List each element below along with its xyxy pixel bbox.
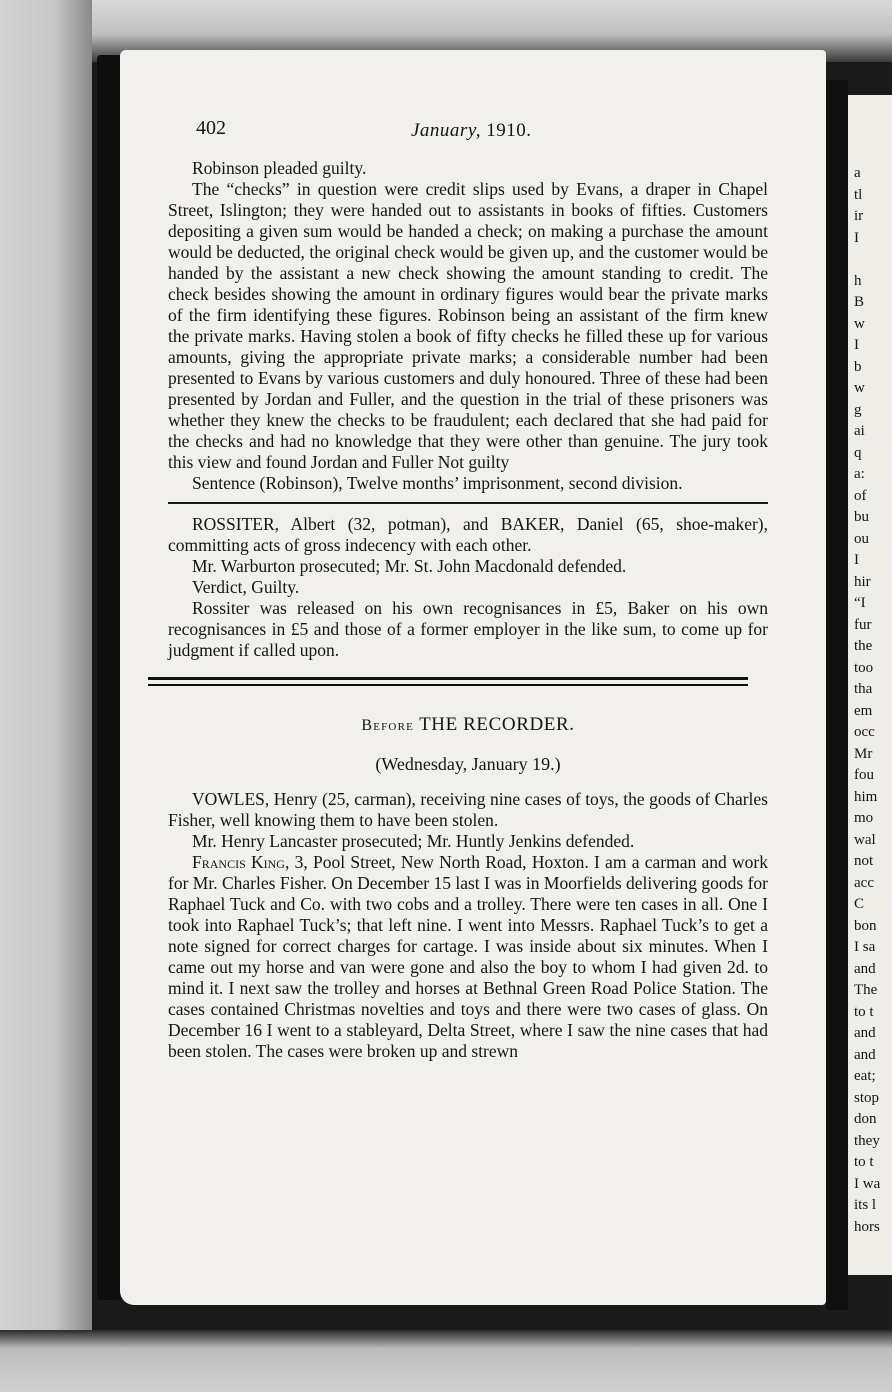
- facing-page-fragment: I: [854, 552, 859, 568]
- session-date: (Wednesday, January 19.): [375, 754, 561, 774]
- section-heading-rest: THE RECORDER.: [419, 714, 575, 735]
- paragraph-robinson-pleaded: Robinson pleaded guilty.: [192, 158, 367, 178]
- rossiter-outcome: Rossiter was released on his own recognisances in £5, Baker on his own recognisances in £5 and those of a former employer in the like sum, to come up for judgment if called upon.: [168, 598, 768, 660]
- facing-page-fragment: its l: [854, 1197, 877, 1213]
- facing-page-fragment: I sa: [854, 939, 876, 955]
- facing-page-fragment: a:: [854, 466, 865, 482]
- facing-page-fragment: fou: [854, 767, 874, 783]
- facing-page-fragment: q: [854, 444, 862, 461]
- facing-page-fragment: too: [854, 659, 874, 676]
- facing-page-fragment: a: [854, 165, 861, 181]
- witness-testimony-text: 3, Pool Street, New North Road, Hoxton. I am a carman and work for Mr. Charles Fisher. On December 15 last I was in Moorfields delivering goods for Raphael Tuck and Co. with two cobs and a trolley. There were ten cases in all. One I took into Raphael Tuck’s; that left nine. I went into Messrs. Raphael Tuck’s to get a note signed for correct charges for cartage. I was inside about six minutes. When I came out my horse and van were gone and also the boy to whom I had given 2d. to mind it. I next saw the trolley and horses at Bethnal Green Road Police Station. The cases contained Christmas novelties and toys and there were two cases of glass. On December 16 I went to a stableyard, Delta Street, where I saw the nine cases that had been stolen. The cases were broken up and strewn: [168, 852, 768, 1061]
- witness-testimony: [168, 852, 768, 1062]
- rossiter-verdict: Verdict, Guilty.: [192, 577, 300, 597]
- facing-page-fragment: the: [854, 638, 873, 654]
- scan-border-left: [0, 0, 92, 1392]
- page-header: [196, 117, 766, 147]
- section-heading: [168, 714, 768, 736]
- facing-page-fragment: they: [854, 1132, 880, 1149]
- gutter-shadow: [826, 80, 848, 1310]
- rossiter-counsel: Mr. Warburton prosecuted; Mr. St. John Macdonald defended.: [192, 556, 627, 576]
- facing-page-fragment: occ: [854, 724, 875, 740]
- facing-page-fragment: g: [854, 401, 862, 418]
- running-head-year: 1910.: [486, 120, 532, 141]
- facing-page: [848, 95, 892, 1275]
- scan-border-bottom: [0, 1330, 892, 1392]
- facing-page-fragment: him: [854, 788, 878, 805]
- facing-page-fragment: not: [854, 853, 874, 869]
- facing-page-fragment: B: [854, 294, 865, 310]
- section-double-rule: [148, 677, 748, 686]
- facing-page-fragment: b: [854, 358, 862, 375]
- facing-page-fragment: bu: [854, 509, 869, 525]
- paragraph-checks: The “checks” in question were credit slips used by Evans, a draper in Chapel Street, Islington; they were handed out to assistants in books of fifties. Customers depositing a given sum would be handed a check; on making a purchase the amount would be deducted, the original check would be given up, and the customer would be handed by the assistant a new check showing the amount standing to credit. The check besides showing the amount in ordinary figures would bear the private marks of the firm identifying these figures. Robinson being an assistant of the firm knew the private marks. Having stolen a book of fifty checks he filled these up for various amounts, giving the appropriate private marks; a considerable number had been presented to Evans by various customers and duly honoured. Three of these had been presented by Jordan and Fuller, and the question in the trial of these prisoners was whether they knew the checks to be fraudulent; each declared that she had paid for the checks and had no knowledge that they were other than genuine. The jury took this view and found Jordan and Fuller Not guilty: [168, 179, 768, 472]
- page-number: 402: [196, 117, 226, 139]
- facing-page-fragment: h: [854, 272, 862, 289]
- facing-page-fragment: bon: [854, 917, 877, 934]
- facing-page-fragment: I: [854, 229, 859, 246]
- facing-page-fragment: I wa: [854, 1175, 881, 1192]
- vowles-counsel: Mr. Henry Lancaster prosecuted; Mr. Huntly Jenkins defended.: [192, 831, 635, 851]
- facing-page-fragment: w: [854, 315, 865, 332]
- facing-page-fragment: eat;: [854, 1068, 876, 1084]
- facing-page-fragment: to t: [854, 1003, 874, 1020]
- facing-page-fragment: The: [854, 982, 878, 998]
- facing-page-fragment: Mr: [854, 745, 873, 762]
- rossiter-case-names: ROSSITER, Albert (32, potman), and BAKER, Daniel (65, shoe-maker), committing acts of gross indecency with each other.: [168, 514, 768, 555]
- facing-page-fragment: I: [854, 337, 859, 353]
- paragraph-sentence: Sentence (Robinson), Twelve months’ imprisonment, second division.: [192, 473, 683, 493]
- facing-page-fragment: of: [854, 487, 867, 504]
- facing-page-fragment: tha: [854, 681, 873, 697]
- section-heading-before: Before: [361, 717, 415, 734]
- facing-page-fragment: hors: [854, 1218, 880, 1235]
- facing-page-fragment: ir: [854, 208, 864, 224]
- facing-page-fragment: and: [854, 1046, 876, 1063]
- facing-page-fragment: tl: [854, 186, 863, 203]
- facing-page-fragment: and: [854, 1025, 876, 1041]
- facing-page-fragment: ai: [854, 423, 865, 439]
- facing-page-fragment: mo: [854, 810, 874, 826]
- facing-page-fragment: fur: [854, 616, 872, 633]
- facing-page-fragment: ou: [854, 530, 869, 547]
- facing-page-fragment: to t: [854, 1154, 874, 1170]
- facing-page-fragment: w: [854, 380, 865, 396]
- facing-page-fragment: acc: [854, 874, 874, 891]
- facing-page-fragment: em: [854, 702, 873, 719]
- facing-page-fragment: don: [854, 1111, 877, 1127]
- case-divider-rule: [168, 502, 768, 504]
- witness-name: Francis King,: [192, 852, 290, 872]
- facing-page-fragment: stop: [854, 1089, 880, 1106]
- facing-page-fragment: hir: [854, 573, 871, 590]
- facing-page-fragment: “I: [854, 595, 866, 611]
- running-head: [411, 120, 531, 142]
- vowles-case-names: VOWLES, Henry (25, carman), receiving nine cases of toys, the goods of Charles Fisher, well knowing them to have been stolen.: [168, 789, 768, 830]
- facing-page-fragment: wal: [854, 831, 876, 848]
- facing-page-fragment: and: [854, 960, 876, 977]
- page-body: [168, 158, 768, 1062]
- facing-page-fragment: C: [854, 896, 865, 912]
- running-head-month: January,: [411, 120, 481, 141]
